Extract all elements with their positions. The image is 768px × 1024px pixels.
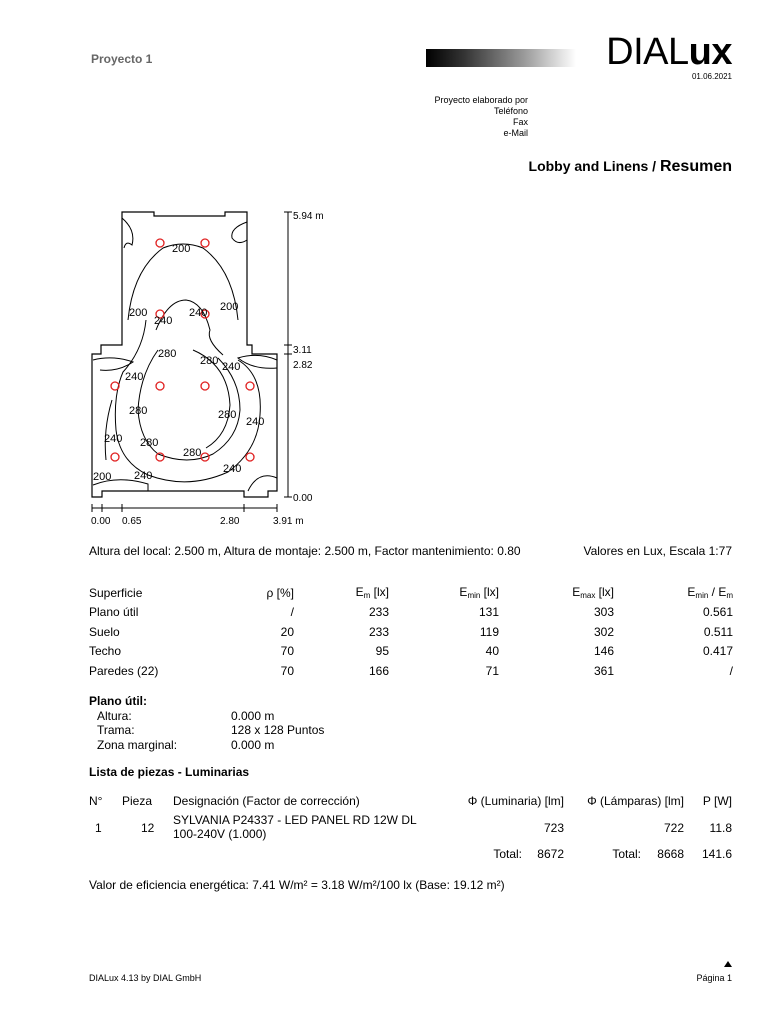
contour-label: 240 bbox=[223, 463, 242, 475]
page-up-icon[interactable] bbox=[724, 961, 732, 967]
lum-total-luminaire-flux: 8672 bbox=[537, 847, 564, 861]
wall-curve bbox=[232, 222, 247, 243]
contact-line: e-Mail bbox=[503, 128, 528, 138]
page-title-section: Resumen bbox=[659, 158, 732, 175]
col-header-ratio: $E_{min} / E_m$ bbox=[687, 585, 733, 601]
lum-row-no: 1 bbox=[95, 821, 102, 835]
plano-util-label: Altura: bbox=[97, 709, 132, 723]
lum-row-power: 11.8 bbox=[709, 821, 732, 835]
dimension-label: 0.00 bbox=[91, 516, 111, 527]
wall-curve bbox=[248, 476, 277, 491]
dimension-label: 3.91 m bbox=[273, 516, 304, 527]
wall-curve bbox=[93, 358, 133, 370]
contact-line: Proyecto elaborado por bbox=[434, 95, 528, 105]
contour-label: 280 bbox=[140, 437, 159, 449]
lum-row-luminaire-flux: 723 bbox=[543, 821, 564, 835]
contour-label: 200 bbox=[172, 243, 191, 255]
contour-label: 280 bbox=[129, 405, 148, 417]
dimension-label: 3.11 bbox=[293, 345, 312, 356]
plano-util-value: 0.000 m bbox=[231, 709, 275, 723]
contour-label: 200 bbox=[220, 301, 239, 313]
table-row: Suelo 20 233 119 302 0.511 bbox=[89, 624, 733, 639]
footer-software: DIALux 4.13 by DIAL GmbH bbox=[89, 973, 202, 983]
col-header-emax: $E_{max}$ [lx] bbox=[572, 585, 614, 601]
contact-block bbox=[434, 95, 528, 139]
dimension-label: 2.82 bbox=[293, 360, 313, 371]
wall-curve bbox=[122, 218, 133, 248]
plano-util-value: 128 x 128 Puntos bbox=[231, 723, 325, 737]
logo-text-bold: ux bbox=[688, 31, 732, 73]
plano-util-label: Zona marginal: bbox=[97, 738, 178, 752]
energy-efficiency: Valor de eficiencia energética: 7.41 W/m² = 3.18 W/m²/100 lx (Base: 19.12 m²) bbox=[89, 878, 505, 892]
contour-label: 240 bbox=[189, 307, 208, 319]
lum-header-no: N° bbox=[89, 794, 103, 808]
col-header-surface: Superficie bbox=[89, 585, 143, 600]
contour-label: 240 bbox=[222, 361, 241, 373]
header-gradient-bar bbox=[426, 49, 576, 67]
lum-total-lamp-flux: 8668 bbox=[657, 847, 684, 861]
luminaires-title: Lista de piezas - Luminarias bbox=[89, 765, 250, 779]
luminaire-marker bbox=[156, 382, 164, 390]
report-date: 01.06.2021 bbox=[691, 72, 732, 81]
col-header-emin: $E_{min}$ [lx] bbox=[459, 585, 499, 601]
table-row: Plano útil / 233 131 303 0.561 bbox=[89, 605, 733, 620]
contour-label: 240 bbox=[134, 470, 153, 482]
contour-label: 280 bbox=[158, 348, 177, 360]
contour-label: 280 bbox=[218, 409, 237, 421]
table-row: Paredes (22) 70 166 71 361 / bbox=[89, 663, 733, 678]
contour-label: 280 bbox=[200, 355, 219, 367]
contour-label: 200 bbox=[129, 307, 148, 319]
luminaire-marker bbox=[246, 453, 254, 461]
contour-label: 240 bbox=[154, 315, 173, 327]
plano-util-value: 0.000 m bbox=[231, 738, 275, 752]
luminaire-marker bbox=[201, 239, 209, 247]
surface-table bbox=[89, 583, 733, 681]
table-row: Techo 70 95 40 146 0.417 bbox=[89, 644, 733, 659]
isolux-contour bbox=[105, 400, 112, 460]
dimension-label: 0.00 bbox=[293, 493, 313, 504]
lum-header-luminaire-flux: Φ (Luminaria) [lm] bbox=[467, 794, 564, 808]
page-title-main: Lobby and Linens / bbox=[528, 158, 660, 174]
project-name: Proyecto 1 bbox=[91, 52, 153, 66]
contour-label: 200 bbox=[93, 471, 112, 483]
dialux-logo bbox=[606, 30, 732, 74]
table-header-row bbox=[89, 583, 733, 603]
luminaire-marker bbox=[201, 382, 209, 390]
lum-header-designation: Designación (Factor de corrección) bbox=[173, 794, 360, 808]
lum-total-label: Total: bbox=[612, 847, 641, 861]
plano-util-label: Trama: bbox=[97, 723, 135, 737]
lum-row-lamp-flux: 722 bbox=[663, 821, 684, 835]
contact-line: Teléfono bbox=[493, 106, 528, 116]
page-number: Página 1 bbox=[696, 973, 732, 983]
luminaire-marker bbox=[156, 453, 164, 461]
lum-total-label: Total: bbox=[493, 847, 522, 861]
room-parameters: Altura del local: 2.500 m, Altura de montaje: 2.500 m, Factor mantenimiento: 0.80 bbox=[89, 544, 521, 558]
page-title bbox=[529, 158, 732, 176]
lum-header-lamp-flux: Φ (Lámparas) [lm] bbox=[587, 794, 684, 808]
scale-info: Valores en Lux, Escala 1:77 bbox=[583, 544, 732, 558]
luminaire-marker bbox=[156, 239, 164, 247]
lum-header-pieza: Pieza bbox=[122, 794, 153, 808]
col-header-rho: ρ [%] bbox=[266, 585, 294, 600]
contour-label: 240 bbox=[125, 371, 144, 383]
lum-header-power: P [W] bbox=[702, 794, 732, 808]
logo-text-light: DIAL bbox=[606, 31, 689, 73]
isolux-floor-plan bbox=[88, 200, 338, 530]
dimension-label: 2.80 bbox=[220, 516, 240, 527]
contour-label: 240 bbox=[246, 416, 265, 428]
lum-row-pieza: 12 bbox=[141, 821, 155, 835]
wall-curve bbox=[238, 355, 277, 368]
lum-row-designation: SYLVANIA P24337 - LED PANEL RD 12W DL 100-240V (1.000) bbox=[173, 813, 417, 841]
dimension-label: 5.94 m bbox=[293, 211, 324, 222]
plano-util-title: Plano útil: bbox=[89, 694, 147, 708]
contour-label: 240 bbox=[104, 433, 123, 445]
dimension-label: 0.65 bbox=[122, 516, 142, 527]
luminaire-marker bbox=[111, 382, 119, 390]
lum-total-power: 141.6 bbox=[701, 847, 732, 861]
contact-line: Fax bbox=[512, 117, 528, 127]
col-header-em: $E_m$ [lx] bbox=[355, 585, 389, 601]
luminaire-marker bbox=[246, 382, 254, 390]
contour-label: 280 bbox=[183, 447, 202, 459]
luminaire-marker bbox=[111, 453, 119, 461]
